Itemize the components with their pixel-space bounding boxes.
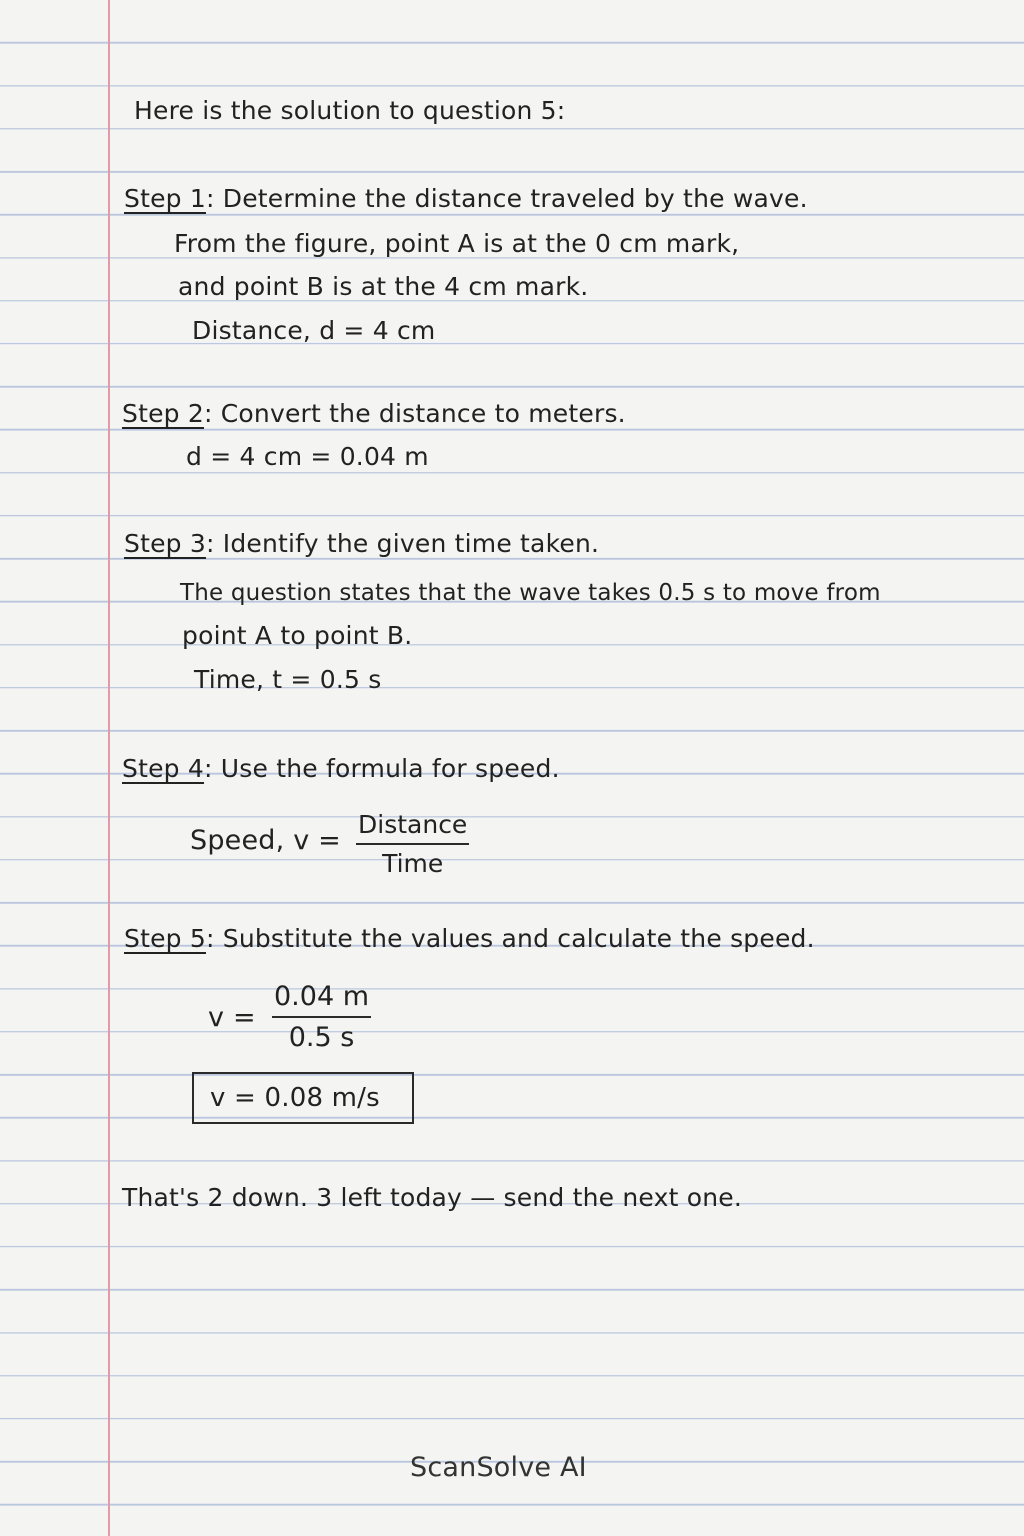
footer-brand: ScanSolve AI [410,1452,587,1483]
substitution-denominator: 0.5 s [288,1022,355,1053]
step-5-heading [124,926,815,951]
closing-remark: That's 2 down. 3 left today — send the next one. [122,1183,742,1212]
step-4-title: : Use the formula for speed. [203,754,560,783]
final-answer: v = 0.08 m/s [210,1083,380,1113]
step-3-line-2: point A to point B. [182,621,413,650]
substitution-lhs: v = [208,1002,256,1033]
step-2-title: : Convert the distance to meters. [203,399,626,428]
step-3-heading [124,531,599,556]
step-1-label: Step 1 [124,184,206,213]
step-3-line-3: Time, t = 0.5 s [194,665,382,694]
margin-line [108,0,110,1536]
step-5-title: : Substitute the values and calculate the speed. [205,924,815,953]
speed-formula-fraction [356,812,469,876]
step-2-line-1: d = 4 cm = 0.04 m [186,442,429,471]
step-4-label: Step 4 [122,754,204,783]
speed-formula-numerator: Distance [356,812,469,845]
step-2-heading [122,401,626,426]
step-3-label: Step 3 [124,529,206,558]
step-1-line-3: Distance, d = 4 cm [192,316,436,345]
step-1-line-2: and point B is at the 4 cm mark. [178,272,589,301]
step-2-label: Step 2 [122,399,204,428]
speed-formula-lhs: Speed, v = [190,825,341,856]
step-4-heading [122,756,560,781]
speed-formula-denominator: Time [382,849,444,878]
step-1-heading [124,186,808,211]
intro-text: Here is the solution to question 5: [134,96,566,125]
substitution-fraction [272,983,371,1051]
step-1-line-1: From the figure, point A is at the 0 cm mark, [174,229,740,258]
step-5-label: Step 5 [124,924,206,953]
step-1-title: : Determine the distance traveled by the wave. [205,184,808,213]
step-3-line-1: The question states that the wave takes 0.5 s to move from [180,580,881,606]
step-3-title: : Identify the given time taken. [205,529,600,558]
substitution-numerator: 0.04 m [272,983,371,1018]
